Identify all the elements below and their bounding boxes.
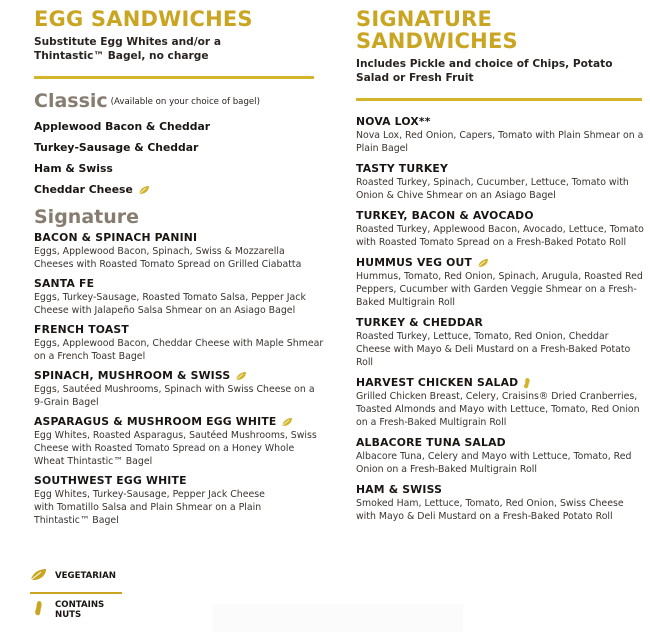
egg-sandwiches-subtitle: Substitute Egg Whites and/or a Thintastic™ Bagel, no charge [34, 36, 221, 62]
legend-vegetarian-label: VEGETARIAN [55, 570, 116, 581]
menu-item [34, 415, 324, 468]
menu-item-name [356, 209, 646, 223]
signature-sandwiches-subtitle: Includes Pickle and choice of Chips, Potato Salad or Fresh Fruit [356, 58, 613, 84]
classic-item [34, 116, 324, 137]
classic-item-name: Ham & Swiss [34, 162, 113, 175]
menu-item-name [34, 231, 324, 245]
menu-item [34, 231, 324, 271]
menu-item-description: Grilled Chicken Breast, Celery, Craisins® Dried Cranberries, Toasted Almonds and Mayo with Lettuce, Tomato, Red Onion on a Fresh-Baked Multigrain Roll [356, 391, 640, 428]
menu-item [34, 369, 324, 409]
menu-item [356, 436, 646, 476]
classic-note: (Available on your choice of bagel) [110, 97, 260, 107]
menu-item-description: Nova Lox, Red Onion, Capers, Tomato with Plain Shmear on a Plain Bagel [356, 130, 644, 154]
menu-item [356, 115, 646, 155]
leaf-icon [30, 566, 47, 585]
menu-item-description: Egg Whites, Roasted Asparagus, Sautéed Mushrooms, Swiss Cheese with Roasted Tomato Spread on a Honey Whole Wheat Thintastic™ Bagel [34, 430, 317, 467]
leaf-icon [477, 258, 489, 268]
menu-item-name-text: ASPARAGUS & MUSHROOM EGG WHITE [34, 415, 277, 428]
classic-list [34, 116, 324, 200]
egg-sandwiches-title: EGG SANDWICHES [34, 7, 253, 31]
menu-item-name [356, 162, 646, 176]
menu-item-name [356, 316, 646, 330]
menu-item-description: Albacore Tuna, Celery and Mayo with Lettuce, Tomato, Red Onion on a Fresh-Baked Multigrain Roll [356, 451, 632, 475]
title-line-1: SIGNATURE [356, 7, 493, 31]
menu-item-name [34, 277, 324, 291]
menu-item-name [356, 483, 646, 497]
menu-item-name [356, 376, 646, 390]
menu-item-name [34, 369, 324, 383]
menu-item-name-text: BACON & SPINACH PANINI [34, 231, 198, 244]
menu-item-name [34, 415, 324, 429]
section-divider [34, 76, 314, 79]
menu-item-name-text: HARVEST CHICKEN SALAD [356, 376, 519, 389]
leaf-icon [281, 417, 293, 427]
menu-item [356, 316, 646, 369]
menu-item [356, 483, 646, 523]
menu-item-name-text: TURKEY & CHEDDAR [356, 316, 484, 329]
menu-item [34, 277, 324, 317]
legend-divider [30, 592, 122, 594]
menu-item-name [356, 115, 646, 129]
menu-item-name-text: TASTY TURKEY [356, 162, 449, 175]
menu-item-name [34, 323, 324, 337]
signature-sandwich-list [356, 115, 646, 523]
footer-panel [213, 604, 463, 632]
menu-item-description: Eggs, Turkey-Sausage, Roasted Tomato Salsa, Pepper Jack Cheese with Jalapeño Salsa Shmear on an Asiago Bagel [34, 292, 306, 316]
signature-egg-list [34, 231, 324, 527]
menu-item [356, 256, 646, 309]
menu-item-name-text: SPINACH, MUSHROOM & SWISS [34, 369, 231, 382]
classic-item-name: Applewood Bacon & Cheddar [34, 120, 211, 133]
classic-item-name: Turkey-Sausage & Cheddar [34, 141, 199, 154]
menu-item [34, 474, 324, 527]
egg-sandwiches-column [34, 0, 324, 527]
signature-sandwiches-column [356, 0, 646, 523]
nut-icon [523, 377, 531, 389]
classic-title-text: Classic [34, 90, 108, 112]
legend-nuts-line-1: CONTAINS [55, 600, 105, 610]
menu-item-description: Roasted Turkey, Lettuce, Tomato, Red Onion, Cheddar Cheese with Mayo & Deli Mustard on a Fresh-Baked Potato Roll [356, 331, 631, 368]
menu-item-name-text: FRENCH TOAST [34, 323, 129, 336]
menu-item-description: Eggs, Sautéed Mushrooms, Spinach with Swiss Cheese on a 9-Grain Bagel [34, 384, 315, 408]
leaf-icon [138, 185, 150, 195]
menu-item [356, 162, 646, 202]
classic-item [34, 179, 324, 200]
menu-item [356, 209, 646, 249]
menu-item-name-text: SOUTHWEST EGG WHITE [34, 474, 187, 487]
menu-item-name-text: SANTA FE [34, 277, 95, 290]
menu-item [356, 376, 646, 429]
menu-item-name [356, 436, 646, 450]
leaf-icon [235, 371, 247, 381]
menu-item-description: Eggs, Applewood Bacon, Spinach, Swiss & Mozzarella Cheeses with Roasted Tomato Spread on Grilled Ciabatta [34, 246, 302, 270]
menu-item-description: Eggs, Applewood Bacon, Cheddar Cheese with Maple Shmear on a French Toast Bagel [34, 338, 324, 362]
menu-item-name-text: HAM & SWISS [356, 483, 443, 496]
nut-icon [34, 600, 43, 620]
menu-item-description: Roasted Turkey, Spinach, Cucumber, Lettuce, Tomato with Onion & Chive Shmear on an Asiago Bagel [356, 177, 629, 201]
legend-nuts [30, 600, 122, 620]
menu-item-description: Egg Whites, Turkey-Sausage, Pepper Jack Cheese with Tomatillo Salsa and Plain Shmear on a Plain Thintastic™ Bagel [34, 489, 265, 526]
classic-item [34, 158, 324, 179]
classic-group-title [34, 90, 324, 113]
menu-item-name-text: TURKEY, BACON & AVOCADO [356, 209, 534, 222]
menu-item-name [34, 474, 324, 488]
legend [30, 566, 122, 620]
menu-item-name-text: NOVA LOX** [356, 115, 431, 128]
classic-item-name: Cheddar Cheese [34, 183, 133, 196]
menu-item-name-text: HUMMUS VEG OUT [356, 256, 473, 269]
menu-item-name [356, 256, 646, 270]
legend-nuts-line-2: NUTS [55, 610, 82, 620]
legend-vegetarian [30, 566, 122, 585]
menu-item-name-text: ALBACORE TUNA SALAD [356, 436, 506, 449]
menu-item-description: Hummus, Tomato, Red Onion, Spinach, Arugula, Roasted Red Peppers, Cucumber with Garden Veggie Shmear on a Fresh-Baked Multigrain Roll [356, 271, 643, 308]
signature-group-title: Signature [34, 206, 140, 228]
menu-item [34, 323, 324, 363]
section-divider [356, 98, 642, 101]
title-line-2: SANDWICHES [356, 29, 518, 53]
legend-nuts-label [55, 600, 104, 620]
classic-item [34, 137, 324, 158]
menu-item-description: Smoked Ham, Lettuce, Tomato, Red Onion, Swiss Cheese with Mayo & Deli Mustard on a Fresh-Baked Potato Roll [356, 498, 624, 522]
signature-sandwiches-title [356, 8, 646, 52]
menu-item-description: Roasted Turkey, Applewood Bacon, Avocado, Lettuce, Tomato with Roasted Tomato Spread on a Fresh-Baked Potato Roll [356, 224, 644, 248]
